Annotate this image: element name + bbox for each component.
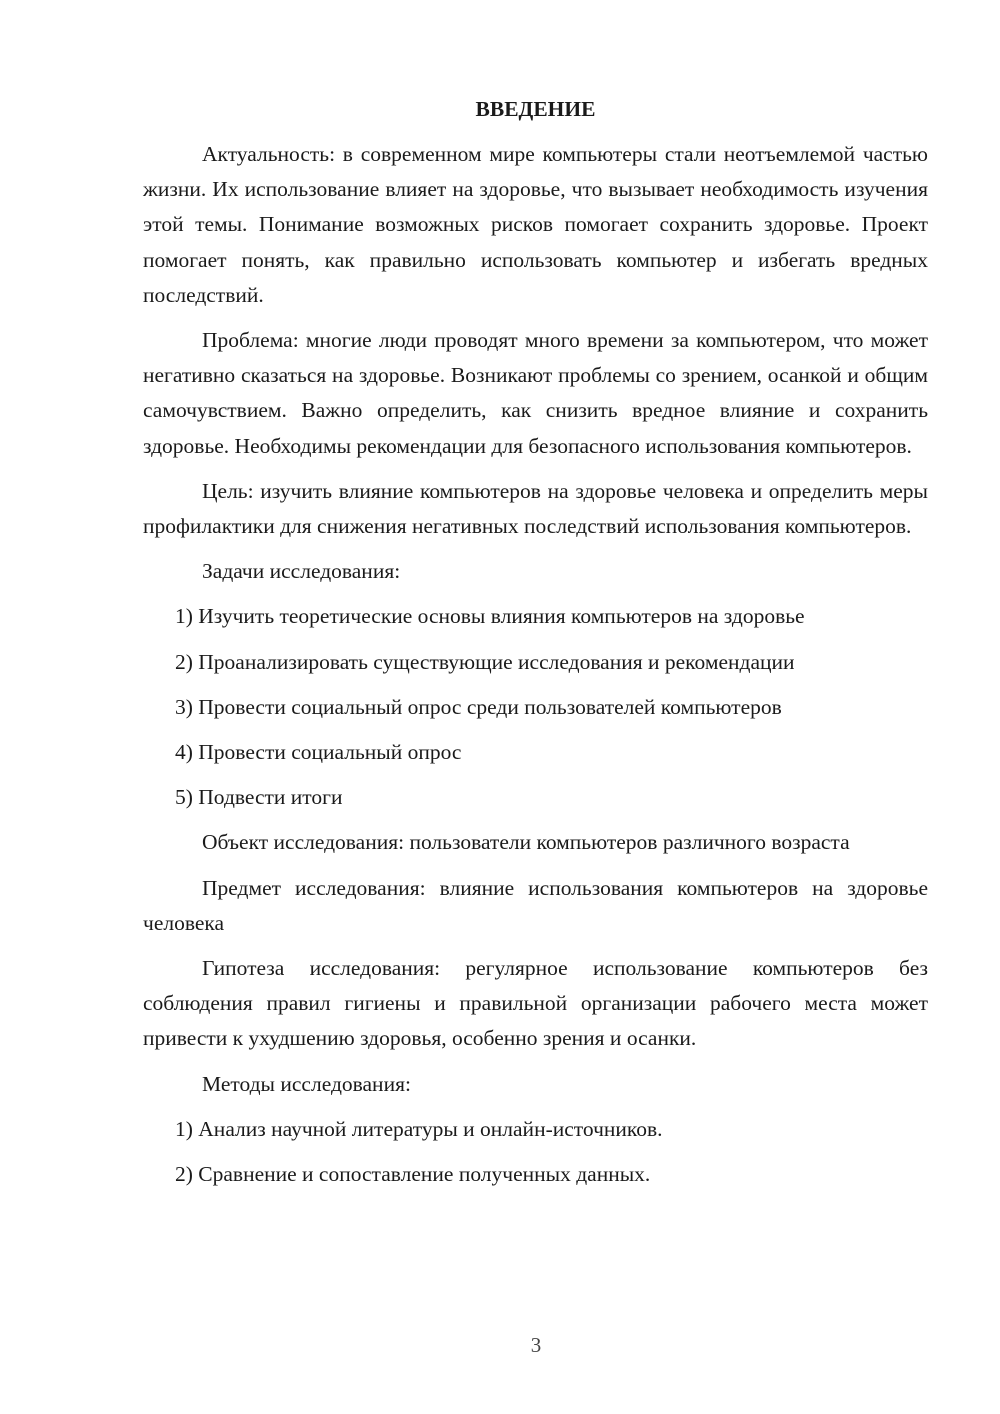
- goal-paragraph: Цель: изучить влияние компьютеров на здоровье человека и определить меры профилактики для снижения негативных последствий использования компьютеров.: [143, 478, 928, 539]
- object-paragraph: Объект исследования: пользователи компьютеров различного возраста: [202, 830, 850, 855]
- method-item: 2) Сравнение и сопоставление полученных данных.: [175, 1162, 651, 1187]
- task-item: 4) Провести социальный опрос: [175, 740, 462, 765]
- relevance-paragraph: Актуальность: в современном мире компьютеры стали неотъемлемой частью жизни. Их использование влияет на здоровье, что вызывает необходимость изучения этой темы. Понимание возможных рисков помогает сохранить здоровье. Проект помогает понять, как правильно использовать компьютер и избегать вредных последствий.: [143, 142, 928, 307]
- problem-paragraph: Проблема: многие люди проводят много времени за компьютером, что может негативно сказаться на здоровье. Возникают проблемы со зрением, осанкой и общим самочувствием. Важно определить, как снизить вредное влияние и сохранить здоровье. Необходимы рекомендации для безопасного использования компьютеров.: [143, 328, 928, 458]
- methods-heading: Методы исследования:: [202, 1071, 411, 1096]
- task-item: 1) Изучить теоретические основы влияния компьютеров на здоровье: [175, 604, 805, 629]
- task-item: 5) Подвести итоги: [175, 785, 343, 810]
- tasks-heading: Задачи исследования:: [202, 559, 401, 584]
- section-title: ВВЕДЕНИЕ: [475, 97, 596, 121]
- methods-list: [143, 1112, 928, 1192]
- method-item: 1) Анализ научной литературы и онлайн-источников.: [175, 1116, 663, 1141]
- task-item: 3) Провести социальный опрос среди пользователей компьютеров: [175, 694, 782, 719]
- task-item: 2) Проанализировать существующие исследования и рекомендации: [175, 649, 795, 674]
- page-number: 3: [530, 1333, 542, 1357]
- hypothesis-paragraph: Гипотеза исследования: регулярное использование компьютеров без соблюдения правил гигиены и правильной организации рабочего места может привести к ухудшению здоровья, особенно зрения и осанки.: [143, 956, 928, 1051]
- tasks-list: [143, 599, 928, 815]
- subject-paragraph: Предмет исследования: влияние использования компьютеров на здоровье человека: [143, 875, 928, 935]
- document-page: [143, 92, 928, 1202]
